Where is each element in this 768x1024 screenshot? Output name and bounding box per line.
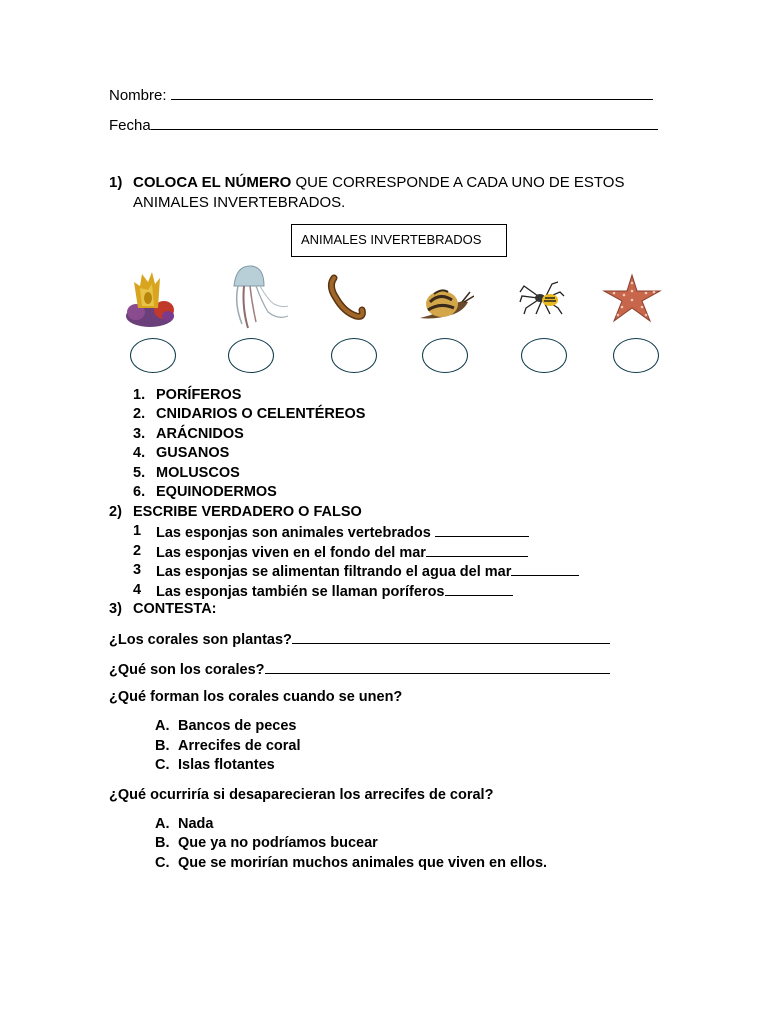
option-label: PORÍFEROS	[156, 387, 242, 403]
item-number: 1	[133, 523, 142, 539]
q2-item-3	[133, 562, 579, 580]
option-label: GUSANOS	[156, 445, 230, 461]
answer-blank[interactable]	[445, 582, 513, 596]
option-text: Que se morirían muchos animales que viven en ellos.	[178, 855, 548, 871]
option-text: Nada	[178, 816, 214, 832]
date-blank[interactable]	[151, 116, 658, 130]
q2-number: 2)	[109, 504, 122, 520]
question-text: ¿Los corales son plantas?	[109, 632, 292, 648]
q3-number: 3)	[109, 601, 122, 617]
option-text: Islas flotantes	[178, 757, 275, 773]
item-text: Las esponjas viven en el fondo del mar	[156, 545, 426, 561]
forman-option-a	[155, 718, 296, 734]
answer-blank[interactable]	[265, 660, 610, 674]
animals-box-label: ANIMALES INVERTEBRADOS	[301, 232, 482, 247]
q1-bold-lead: COLOCA EL NÚMERO	[133, 174, 292, 191]
q1-number: 1)	[109, 174, 123, 191]
q2-item-4	[133, 582, 513, 600]
q3-corales-plantas	[109, 630, 610, 648]
name-label: Nombre:	[109, 87, 171, 104]
option-letter: B.	[155, 835, 170, 851]
option-label: MOLUSCOS	[156, 465, 240, 481]
option-6	[133, 484, 277, 500]
answer-blank[interactable]	[426, 543, 528, 557]
forman-option-b	[155, 738, 301, 754]
answer-circle-5[interactable]	[521, 338, 567, 373]
option-label: ARÁCNIDOS	[156, 426, 244, 442]
answer-circle-2[interactable]	[228, 338, 274, 373]
worm-image	[326, 272, 366, 322]
desaparecieran-option-c	[155, 855, 547, 871]
option-number: 1.	[133, 387, 146, 403]
option-letter: C.	[155, 855, 170, 871]
answer-blank[interactable]	[511, 562, 579, 576]
name-blank[interactable]	[171, 86, 653, 100]
answer-circle-6[interactable]	[613, 338, 659, 373]
option-number: 3.	[133, 426, 146, 442]
q1-rest: QUE CORRESPONDE A CADA UNO DE ESTOS	[291, 174, 625, 191]
q3-forman-question: ¿Qué forman los corales cuando se unen?	[109, 689, 403, 705]
option-letter: C.	[155, 757, 170, 773]
answer-blank[interactable]	[435, 523, 529, 537]
option-5	[133, 465, 240, 481]
option-label: EQUINODERMOS	[156, 484, 277, 500]
option-text: Arrecifes de coral	[178, 738, 301, 754]
option-letter: A.	[155, 816, 170, 832]
option-number: 4.	[133, 445, 146, 461]
option-2	[133, 406, 365, 422]
animals-box	[291, 224, 507, 257]
option-1	[133, 387, 241, 403]
option-number: 6.	[133, 484, 146, 500]
q3-que-son	[109, 660, 610, 678]
q2-item-2	[133, 543, 528, 561]
option-letter: A.	[155, 718, 170, 734]
question-text: ¿Qué son los corales?	[109, 662, 265, 678]
starfish-image	[602, 273, 662, 323]
answer-circle-1[interactable]	[130, 338, 176, 373]
item-text: Las esponjas también se llaman poríferos	[156, 584, 445, 600]
item-number: 3	[133, 562, 142, 578]
answer-circle-4[interactable]	[422, 338, 468, 373]
q3-desaparecieran-question: ¿Qué ocurriría si desaparecieran los arrecifes de coral?	[109, 787, 494, 803]
q3-title: CONTESTA:	[133, 601, 217, 617]
option-3	[133, 426, 244, 442]
item-number: 4	[133, 582, 142, 598]
q2-title: ESCRIBE VERDADERO O FALSO	[133, 504, 362, 520]
date-line	[109, 116, 658, 134]
coral-sponge-image	[122, 268, 178, 330]
q1-title-line2: ANIMALES INVERTEBRADOS.	[133, 194, 346, 211]
name-line	[109, 86, 653, 104]
option-number: 5.	[133, 465, 146, 481]
jellyfish-image	[228, 264, 292, 332]
option-text: Bancos de peces	[178, 718, 297, 734]
option-text: Que ya no podríamos bucear	[178, 835, 378, 851]
spider-image	[518, 280, 566, 316]
date-label: Fecha	[109, 117, 151, 134]
option-label: CNIDARIOS O CELENTÉREOS	[156, 406, 366, 422]
forman-option-c	[155, 757, 275, 773]
snail-image	[418, 280, 474, 322]
option-4	[133, 445, 229, 461]
option-number: 2.	[133, 406, 146, 422]
desaparecieran-option-a	[155, 816, 213, 832]
item-text: Las esponjas se alimentan filtrando el agua del mar	[156, 564, 512, 580]
item-text: Las esponjas son animales vertebrados	[156, 525, 435, 541]
q1-title	[133, 174, 624, 191]
answer-circle-3[interactable]	[331, 338, 377, 373]
option-letter: B.	[155, 738, 170, 754]
item-number: 2	[133, 543, 142, 559]
answer-blank[interactable]	[292, 630, 610, 644]
q2-item-1	[133, 523, 529, 541]
desaparecieran-option-b	[155, 835, 378, 851]
